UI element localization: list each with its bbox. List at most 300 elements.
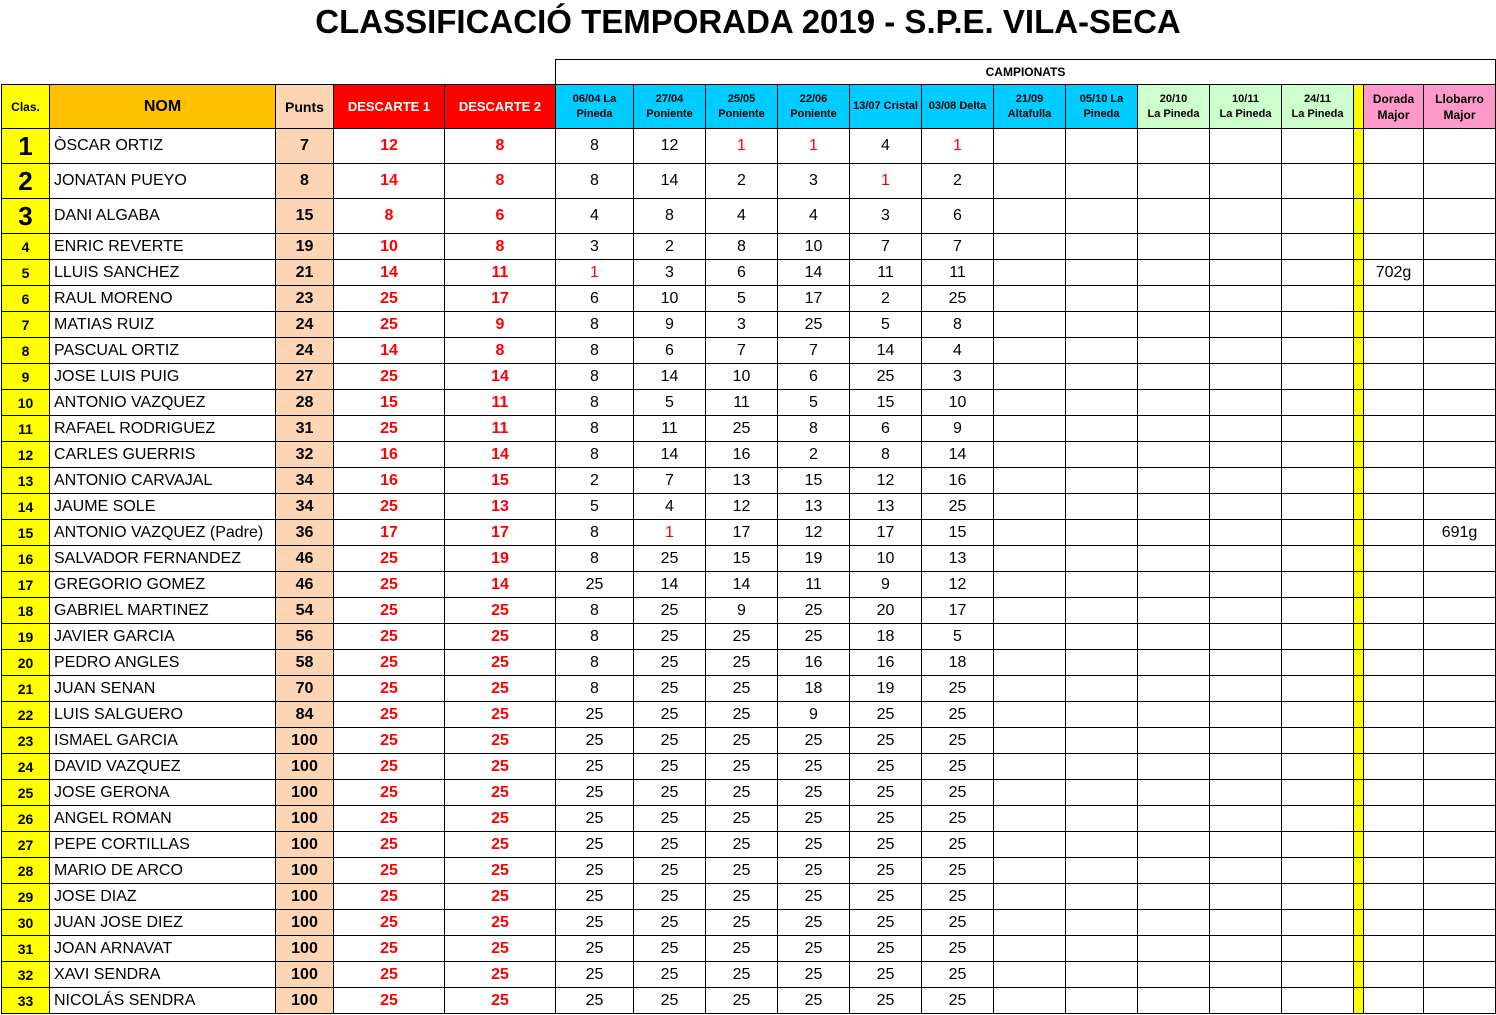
llobarro-cell [1424,494,1496,520]
yellow-separator [1354,702,1364,728]
yellow-separator [1354,390,1364,416]
dorada-cell [1364,858,1424,884]
score-cell: 13 [706,468,778,494]
competition-place: La Pineda [1291,107,1344,120]
score-cell: 8 [556,390,634,416]
empty-score-cell [994,806,1066,832]
score-cell: 25 [922,806,994,832]
score-cell: 8 [556,338,634,364]
descarte-1-cell: 25 [334,988,445,1014]
name-cell: JUAN JOSE DIEZ [50,910,276,936]
empty-score-cell [1282,494,1354,520]
yellow-separator [1354,624,1364,650]
name-cell: GABRIEL MARTINEZ [50,598,276,624]
score-cell: 2 [706,164,778,199]
score-cell: 25 [556,728,634,754]
points-cell: 58 [276,650,334,676]
dorada-cell [1364,754,1424,780]
descarte-2-cell: 25 [445,624,556,650]
competition-date: 25/05 [727,92,756,105]
dorada-cell [1364,416,1424,442]
empty-score-cell [1210,702,1282,728]
empty-score-cell [1066,728,1138,754]
empty-score-cell [1210,129,1282,164]
empty-score-cell [1282,676,1354,702]
empty-score-cell [1282,936,1354,962]
empty-score-cell [1282,416,1354,442]
dorada-cell [1364,338,1424,364]
points-cell: 34 [276,468,334,494]
empty-score-cell [1282,129,1354,164]
points-cell: 24 [276,338,334,364]
score-cell: 25 [778,832,850,858]
score-cell: 25 [556,988,634,1014]
score-cell: 25 [706,650,778,676]
score-cell: 12 [634,129,706,164]
score-cell: 25 [778,754,850,780]
empty-score-cell [1138,780,1210,806]
score-cell: 14 [778,260,850,286]
empty-score-cell [994,520,1066,546]
dorada-cell [1364,199,1424,234]
llobarro-cell [1424,702,1496,728]
score-cell: 25 [922,780,994,806]
dorada-cell [1364,832,1424,858]
table-row [2,364,1496,390]
special-line-1: Dorada [1372,91,1415,106]
score-cell: 25 [706,858,778,884]
empty-score-cell [1210,806,1282,832]
competition-date: 22/06 [799,92,828,105]
score-cell: 25 [706,780,778,806]
empty-score-cell [1210,494,1282,520]
points-cell: 70 [276,676,334,702]
empty-score-cell [1282,910,1354,936]
table-row [2,624,1496,650]
rank-cell: 32 [2,962,50,988]
empty-score-cell [1210,780,1282,806]
score-cell: 5 [706,286,778,312]
score-cell: 25 [706,962,778,988]
rank-cell: 19 [2,624,50,650]
empty-score-cell [1282,624,1354,650]
empty-score-cell [1138,286,1210,312]
name-cell: NICOLÁS SENDRA [50,988,276,1014]
descarte-1-cell: 25 [334,312,445,338]
name-cell: JUAN SENAN [50,676,276,702]
score-cell: 25 [922,702,994,728]
score-cell: 8 [850,442,922,468]
descarte-1-cell: 25 [334,624,445,650]
points-cell: 100 [276,858,334,884]
score-cell: 25 [634,806,706,832]
score-cell: 8 [556,312,634,338]
empty-score-cell [1138,624,1210,650]
empty-score-cell [994,624,1066,650]
yellow-separator [1354,260,1364,286]
score-cell: 25 [634,832,706,858]
empty-score-cell [1066,650,1138,676]
dorada-cell: 702g [1364,260,1424,286]
yellow-separator [1354,884,1364,910]
empty-score-cell [1066,234,1138,260]
empty-score-cell [1210,598,1282,624]
score-cell: 9 [778,702,850,728]
empty-score-cell [994,364,1066,390]
table-row [2,546,1496,572]
table-row [2,390,1496,416]
rank-cell: 31 [2,936,50,962]
score-cell: 3 [778,164,850,199]
score-cell: 19 [778,546,850,572]
score-cell: 13 [778,494,850,520]
yellow-separator [1354,199,1364,234]
points-cell: 100 [276,832,334,858]
score-cell: 25 [922,676,994,702]
points-cell: 23 [276,286,334,312]
yellow-separator [1354,442,1364,468]
name-cell: DAVID VAZQUEZ [50,754,276,780]
score-cell: 2 [556,468,634,494]
empty-score-cell [1282,234,1354,260]
table-row [2,312,1496,338]
points-cell: 54 [276,598,334,624]
empty-score-cell [1282,312,1354,338]
empty-score-cell [1138,910,1210,936]
table-row [2,936,1496,962]
name-cell: JONATAN PUEYO [50,164,276,199]
score-cell: 18 [922,650,994,676]
score-cell: 25 [556,702,634,728]
dorada-cell [1364,624,1424,650]
dorada-cell [1364,780,1424,806]
descarte-1-cell: 16 [334,442,445,468]
empty-score-cell [1210,754,1282,780]
descarte-2-cell: 25 [445,806,556,832]
competition-date: 03/08 Delta [928,100,987,112]
empty-score-cell [994,858,1066,884]
empty-score-cell [994,468,1066,494]
name-cell: JAVIER GARCIA [50,624,276,650]
score-cell: 25 [922,286,994,312]
competition-place: La Pineda [1147,107,1200,120]
name-cell: LLUIS SANCHEZ [50,260,276,286]
header-punts: Punts [276,85,334,129]
score-cell: 25 [634,988,706,1014]
yellow-separator [1354,164,1364,199]
name-cell: ANTONIO VAZQUEZ [50,390,276,416]
empty-score-cell [1282,572,1354,598]
score-cell: 25 [634,884,706,910]
rank-cell: 1 [2,129,50,164]
empty-score-cell [1138,442,1210,468]
descarte-2-cell: 25 [445,988,556,1014]
name-cell: JOSE LUIS PUIG [50,364,276,390]
descarte-2-cell: 25 [445,598,556,624]
rank-cell: 10 [2,390,50,416]
empty-score-cell [1282,546,1354,572]
empty-score-cell [1282,832,1354,858]
score-cell: 8 [634,199,706,234]
score-cell: 25 [778,910,850,936]
score-cell: 10 [922,390,994,416]
empty-score-cell [1066,702,1138,728]
llobarro-cell [1424,468,1496,494]
score-cell: 14 [634,164,706,199]
descarte-1-cell: 25 [334,702,445,728]
empty-score-cell [1066,416,1138,442]
points-cell: 100 [276,728,334,754]
empty-score-cell [1138,520,1210,546]
table-row [2,338,1496,364]
llobarro-cell: 691g [1424,520,1496,546]
score-cell: 8 [556,624,634,650]
score-cell: 25 [634,598,706,624]
score-cell: 11 [706,390,778,416]
yellow-separator [1354,468,1364,494]
empty-score-cell [1282,286,1354,312]
dorada-cell [1364,728,1424,754]
empty-score-cell [1066,598,1138,624]
score-cell: 11 [634,416,706,442]
rank-cell: 22 [2,702,50,728]
empty-score-cell [994,164,1066,199]
score-cell: 4 [922,338,994,364]
descarte-1-cell: 16 [334,468,445,494]
table-row [2,650,1496,676]
descarte-1-cell: 25 [334,754,445,780]
llobarro-cell [1424,260,1496,286]
descarte-2-cell: 8 [445,129,556,164]
empty-score-cell [1282,468,1354,494]
empty-score-cell [1210,164,1282,199]
descarte-2-cell: 13 [445,494,556,520]
empty-score-cell [1282,260,1354,286]
yellow-separator [1354,754,1364,780]
empty-score-cell [1066,910,1138,936]
empty-score-cell [994,260,1066,286]
points-cell: 100 [276,806,334,832]
llobarro-cell [1424,598,1496,624]
empty-score-cell [1282,598,1354,624]
rank-cell: 24 [2,754,50,780]
score-cell: 25 [778,780,850,806]
rank-cell: 3 [2,199,50,234]
campionats-header: CAMPIONATS [556,60,1496,85]
score-cell: 25 [706,910,778,936]
score-cell: 18 [778,676,850,702]
empty-score-cell [1210,910,1282,936]
score-cell: 14 [634,442,706,468]
dorada-cell [1364,650,1424,676]
competition-date: 21/09 [1015,92,1044,105]
descarte-1-cell: 25 [334,364,445,390]
score-cell: 7 [922,234,994,260]
descarte-2-cell: 11 [445,390,556,416]
rank-cell: 5 [2,260,50,286]
empty-score-cell [1138,494,1210,520]
dorada-cell [1364,910,1424,936]
score-cell: 20 [850,598,922,624]
empty-score-cell [1066,858,1138,884]
empty-score-cell [994,338,1066,364]
yellow-separator [1354,234,1364,260]
score-cell: 25 [634,754,706,780]
empty-score-cell [1138,129,1210,164]
score-cell: 4 [634,494,706,520]
dorada-cell [1364,884,1424,910]
yellow-separator [1354,572,1364,598]
score-cell: 2 [850,286,922,312]
empty-score-cell [994,199,1066,234]
name-cell: JOAN ARNAVAT [50,936,276,962]
empty-score-cell [1282,988,1354,1014]
points-cell: 46 [276,572,334,598]
llobarro-cell [1424,832,1496,858]
llobarro-cell [1424,234,1496,260]
competition-place: Altafulla [1007,107,1052,120]
score-cell: 25 [556,806,634,832]
empty-score-cell [1066,832,1138,858]
empty-score-cell [1138,962,1210,988]
competition-place: Poniente [790,107,837,120]
empty-score-cell [1210,546,1282,572]
score-cell: 6 [922,199,994,234]
competition-place: Poniente [718,107,765,120]
empty-score-cell [1210,312,1282,338]
score-cell: 1 [922,129,994,164]
empty-score-cell [994,494,1066,520]
rank-cell: 6 [2,286,50,312]
score-cell: 3 [706,312,778,338]
name-cell: MARIO DE ARCO [50,858,276,884]
header-nom: NOM [50,85,276,129]
empty-score-cell [1066,164,1138,199]
descarte-1-cell: 12 [334,129,445,164]
score-cell: 5 [778,390,850,416]
empty-score-cell [994,572,1066,598]
empty-score-cell [1066,199,1138,234]
empty-score-cell [994,676,1066,702]
empty-score-cell [994,598,1066,624]
score-cell: 2 [922,164,994,199]
llobarro-cell [1424,936,1496,962]
score-cell: 25 [922,728,994,754]
special-line-2: Major [1377,107,1410,122]
rank-cell: 15 [2,520,50,546]
score-cell: 7 [850,234,922,260]
empty-score-cell [1210,624,1282,650]
table-row [2,286,1496,312]
llobarro-cell [1424,624,1496,650]
score-cell: 1 [706,129,778,164]
score-cell: 4 [778,199,850,234]
points-cell: 34 [276,494,334,520]
empty-score-cell [1210,676,1282,702]
score-cell: 25 [706,754,778,780]
empty-score-cell [1282,199,1354,234]
descarte-2-cell: 8 [445,338,556,364]
empty-score-cell [994,312,1066,338]
special-line-1: Llobarro [1435,91,1484,106]
dorada-cell [1364,702,1424,728]
table-row [2,260,1496,286]
dorada-cell [1364,468,1424,494]
empty-score-cell [994,936,1066,962]
score-cell: 25 [634,780,706,806]
score-cell: 8 [778,416,850,442]
dorada-cell [1364,936,1424,962]
competition-place: Pineda [576,107,613,120]
score-cell: 25 [706,806,778,832]
table-row [2,884,1496,910]
score-cell: 10 [706,364,778,390]
empty-score-cell [1066,806,1138,832]
score-cell: 25 [706,702,778,728]
header-competition [1138,85,1210,129]
table-row [2,494,1496,520]
dorada-cell [1364,598,1424,624]
points-cell: 21 [276,260,334,286]
table-row [2,234,1496,260]
yellow-separator [1354,85,1364,129]
descarte-1-cell: 25 [334,676,445,702]
empty-score-cell [1066,676,1138,702]
rank-cell: 4 [2,234,50,260]
header-special [1424,85,1496,129]
llobarro-cell [1424,164,1496,199]
score-cell: 25 [556,832,634,858]
name-cell: DANI ALGABA [50,199,276,234]
points-cell: 8 [276,164,334,199]
points-cell: 100 [276,754,334,780]
score-cell: 14 [706,572,778,598]
descarte-1-cell: 25 [334,832,445,858]
points-cell: 31 [276,416,334,442]
empty-score-cell [1210,962,1282,988]
empty-score-cell [994,129,1066,164]
table-row [2,910,1496,936]
empty-score-cell [1066,520,1138,546]
llobarro-cell [1424,988,1496,1014]
descarte-1-cell: 25 [334,546,445,572]
descarte-2-cell: 25 [445,858,556,884]
empty-score-cell [1138,260,1210,286]
score-cell: 25 [922,988,994,1014]
empty-score-cell [1138,702,1210,728]
rank-cell: 12 [2,442,50,468]
llobarro-cell [1424,806,1496,832]
score-cell: 25 [922,936,994,962]
score-cell: 8 [556,520,634,546]
descarte-2-cell: 17 [445,286,556,312]
empty-score-cell [1138,416,1210,442]
empty-score-cell [1282,650,1354,676]
score-cell: 8 [556,442,634,468]
rank-cell: 20 [2,650,50,676]
score-cell: 25 [556,910,634,936]
score-cell: 6 [778,364,850,390]
table-row [2,780,1496,806]
score-cell: 25 [922,858,994,884]
descarte-1-cell: 17 [334,520,445,546]
score-cell: 25 [850,988,922,1014]
table-row [2,676,1496,702]
llobarro-cell [1424,286,1496,312]
llobarro-cell [1424,364,1496,390]
empty-score-cell [994,702,1066,728]
empty-score-cell [1138,572,1210,598]
